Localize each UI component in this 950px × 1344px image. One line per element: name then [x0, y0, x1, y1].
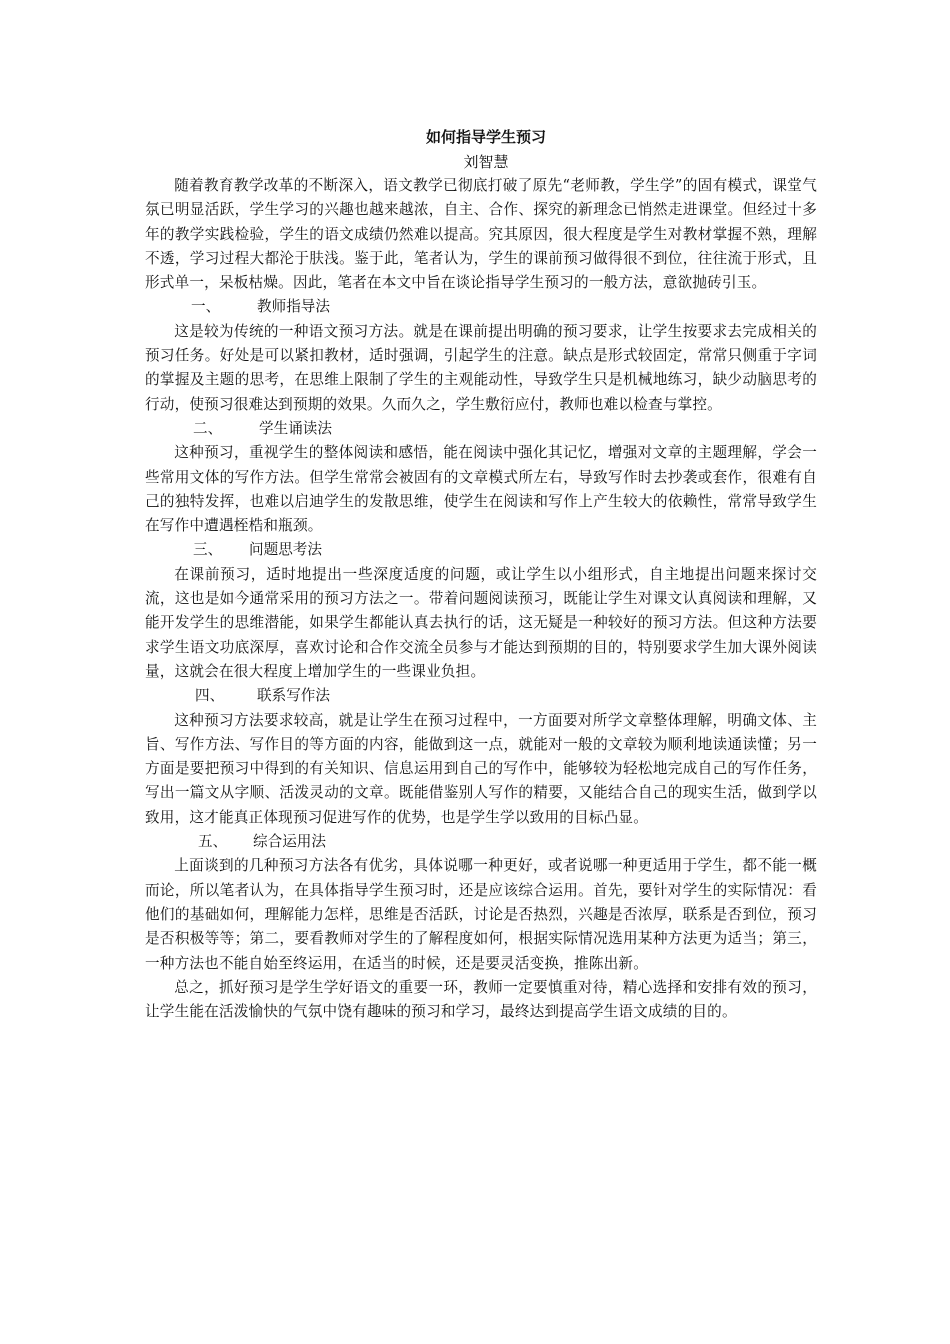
- section-body-2: 这种预习，重视学生的整体阅读和感悟，能在阅读中强化其记忆，增强对文章的主题理解，学会一些常用文体的写作方法。但学生常常会被固有的文章模式所左右，导致写作时去抄袭或套作，很难有自己的独特发挥，也难以启迪学生的发散思维，使学生在阅读和写作上产生较大的依赖性，常常导致学生在写作中遭遇桎梏和瓶颈。: [145, 444, 817, 535]
- intro-paragraph: 随着教育教学改革的不断深入，语文教学已彻底打破了原先“老师教，学生学”的固有模式，课堂气氛已明显活跃，学生学习的兴趣也越来越浓，自主、合作、探究的新理念已悄然走进课堂。但经过十多年的教学实践检验，学生的语文成绩仍然难以提高。究其原因，很大程度是学生对教材掌握不熟，理解不透，学习过程大都沦于肤浅。鉴于此，笔者认为，学生的课前预习做得很不到位，往往流于形式，且形式单一，呆板枯燥。因此，笔者在本文中旨在谈论指导学生预习的一般方法，意欲抛砖引玉。: [145, 177, 817, 292]
- section-heading-4: [145, 684, 817, 708]
- section-title: 教师指导法: [257, 298, 330, 316]
- document-author: 刘智慧: [463, 153, 509, 171]
- section-body-4: 这种预习方法要求较高，就是让学生在预习过程中，一方面要对所学文章整体理解，明确文体、主旨、写作方法、写作目的等方面的内容，能做到这一点，就能对一般的文章较为顺利地读通读懂；另一方面是要把预习中得到的有关知识、信息运用到自己的写作中，能够较为轻松地完成自己的写作任务，写出一篇文从字顺、活泼灵动的文章。既能借鉴别人写作的精要，又能结合自己的现实生活，做到学以致用，这才能真正体现预习促进写作的优势，也是学生学以致用的目标凸显。: [145, 711, 817, 826]
- section-number: 三、: [193, 541, 223, 559]
- section-number: 四、: [195, 687, 225, 705]
- section-title: 联系写作法: [257, 687, 330, 705]
- document-page: [145, 124, 817, 1024]
- section-heading-3: [145, 538, 817, 562]
- section-title: 问题思考法: [249, 541, 322, 559]
- section-title: 综合运用法: [253, 833, 326, 851]
- section-heading-2: [145, 417, 817, 441]
- section-body-3: 在课前预习，适时地提出一些深度适度的问题，或让学生以小组形式，自主地提出问题来探讨交流，这也是如今通常采用的预习方法之一。带着问题阅读预习，既能让学生对课文认真阅读和理解，又能开发学生的思维潜能，如果学生都能认真去执行的话，这无疑是一种较好的预习方法。但这种方法要求学生语文功底深厚，喜欢讨论和合作交流全员参与才能达到预期的目的，特别要求学生加大课外阅读量，这就会在很大程度上增加学生的一些课业负担。: [145, 565, 817, 680]
- conclusion-paragraph: 总之，抓好预习是学生学好语文的重要一环，教师一定要慎重对待，精心选择和安排有效的预习，让学生能在活泼愉快的气氛中饶有趣味的预习和学习，最终达到提高学生语文成绩的目的。: [145, 978, 817, 1021]
- section-title: 学生诵读法: [259, 419, 332, 437]
- section-number: 一、: [191, 298, 221, 316]
- document-title: 如何指导学生预习: [425, 128, 546, 146]
- section-heading-1: [145, 295, 817, 319]
- section-number: 五、: [198, 833, 228, 851]
- section-body-1: 这是较为传统的一种语文预习方法。就是在课前提出明确的预习要求，让学生按要求去完成相关的预习任务。好处是可以紧扣教材，适时强调，引起学生的注意。缺点是形式较固定，常常只侧重于字词的掌握及主题的思考，在思维上限制了学生的主观能动性，导致学生只是机械地练习，缺少动脑思考的行动，使预习很难达到预期的效果。久而久之，学生敷衍应付，教师也难以检查与掌控。: [145, 322, 817, 413]
- section-body-5: 上面谈到的几种预习方法各有优劣，具体说哪一种更好，或者说哪一种更适用于学生，都不能一概而论，所以笔者认为，在具体指导学生预习时，还是应该综合运用。首先，要针对学生的实际情况：看他们的基础如何，理解能力怎样，思维是否活跃，讨论是否热烈，兴趣是否浓厚，联系是否到位，预习是否积极等等；第二，要看教师对学生的了解程度如何，根据实际情况选用某种方法更为适当；第三，一种方法也不能自始至终运用，在适当的时候，还是要灵活变换，推陈出新。: [145, 857, 817, 972]
- section-heading-5: [145, 830, 817, 854]
- section-number: 二、: [193, 419, 223, 437]
